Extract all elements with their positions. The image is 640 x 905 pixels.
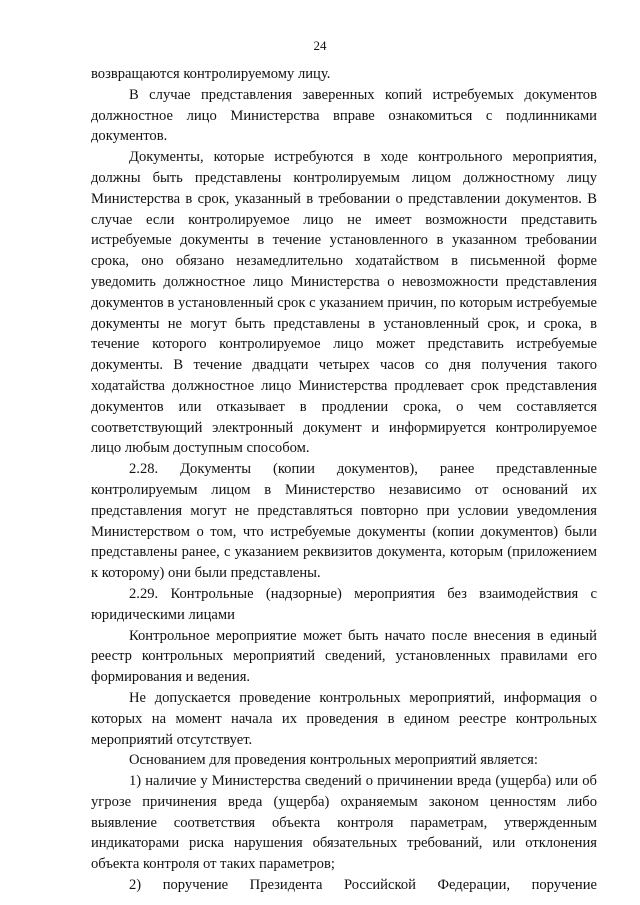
page-number: 24 [313,38,327,53]
paragraph: 1) наличие у Министерства сведений о причинении вреда (ущерба) или об угрозе причинения вреда (ущерба) охраняемым законом ценностям либо выявление соответствия объекта контроля параметрам, утвержденным индикаторами риска нарушения обязательных требований, или отклонения объекта контроля от таких параметров; [91,773,597,873]
paragraph: Контрольное мероприятие может быть начато после внесения в единый реестр контрольных мероприятий сведений, установленных правилами его формирования и ведения. [91,627,597,686]
document-body [91,64,597,896]
paragraph: 2.29. Контрольные (надзорные) мероприятия без взаимодействия с юридическими лицами [91,585,597,623]
paragraph: Не допускается проведение контрольных мероприятий, информация о которых на момент начала их проведения в едином реестре контрольных мероприятий отсутствует. [91,689,597,748]
paragraph: В случае представления заверенных копий истребуемых документов должностное лицо Министерства вправе ознакомиться с подлинниками документов. [91,86,597,145]
paragraph: Основанием для проведения контрольных мероприятий является: [129,752,538,769]
paragraph: 2.28. Документы (копии документов), ранее представленные контролируемым лицом в Министерство независимо от оснований их представления могут не представляться повторно при условии уведомления Министерством о том, что истребуемые документы (копии документов) были представлены ранее, с указанием реквизитов документа, которым (приложением к которому) они были представлены. [91,461,597,582]
paragraph: возвращаются контролируемому лицу. [91,66,331,82]
paragraph: 2) поручение Президента Российской Федерации, поручение [129,877,597,894]
paragraph: Документы, которые истребуются в ходе контрольного мероприятия, должны быть представлены контролируемым лицом должностному лицу Министерства в срок, указанный в требовании о представлении документов. В случае если контролируемое лицо не имеет возможности представить истребуемые документы в течение установленного в указанном требовании срока, оно обязано незамедлительно ходатайством в письменной форме уведомить должностное лицо Министерства о невозможности представления документов в установленный срок с указанием причин, по которым истребуемые документы не могут быть представлены в установленный срок, и срока, в течение которого контролируемое лицо может представить истребуемые документы. В течение двадцати четырех часов со дня получения такого ходатайства должностное лицо Министерства продлевает срок представления документов или отказывает в продлении срока, о чем составляется соответствующий электронный документ и информируется контролируемое лицо любым доступным способом. [91,149,597,457]
